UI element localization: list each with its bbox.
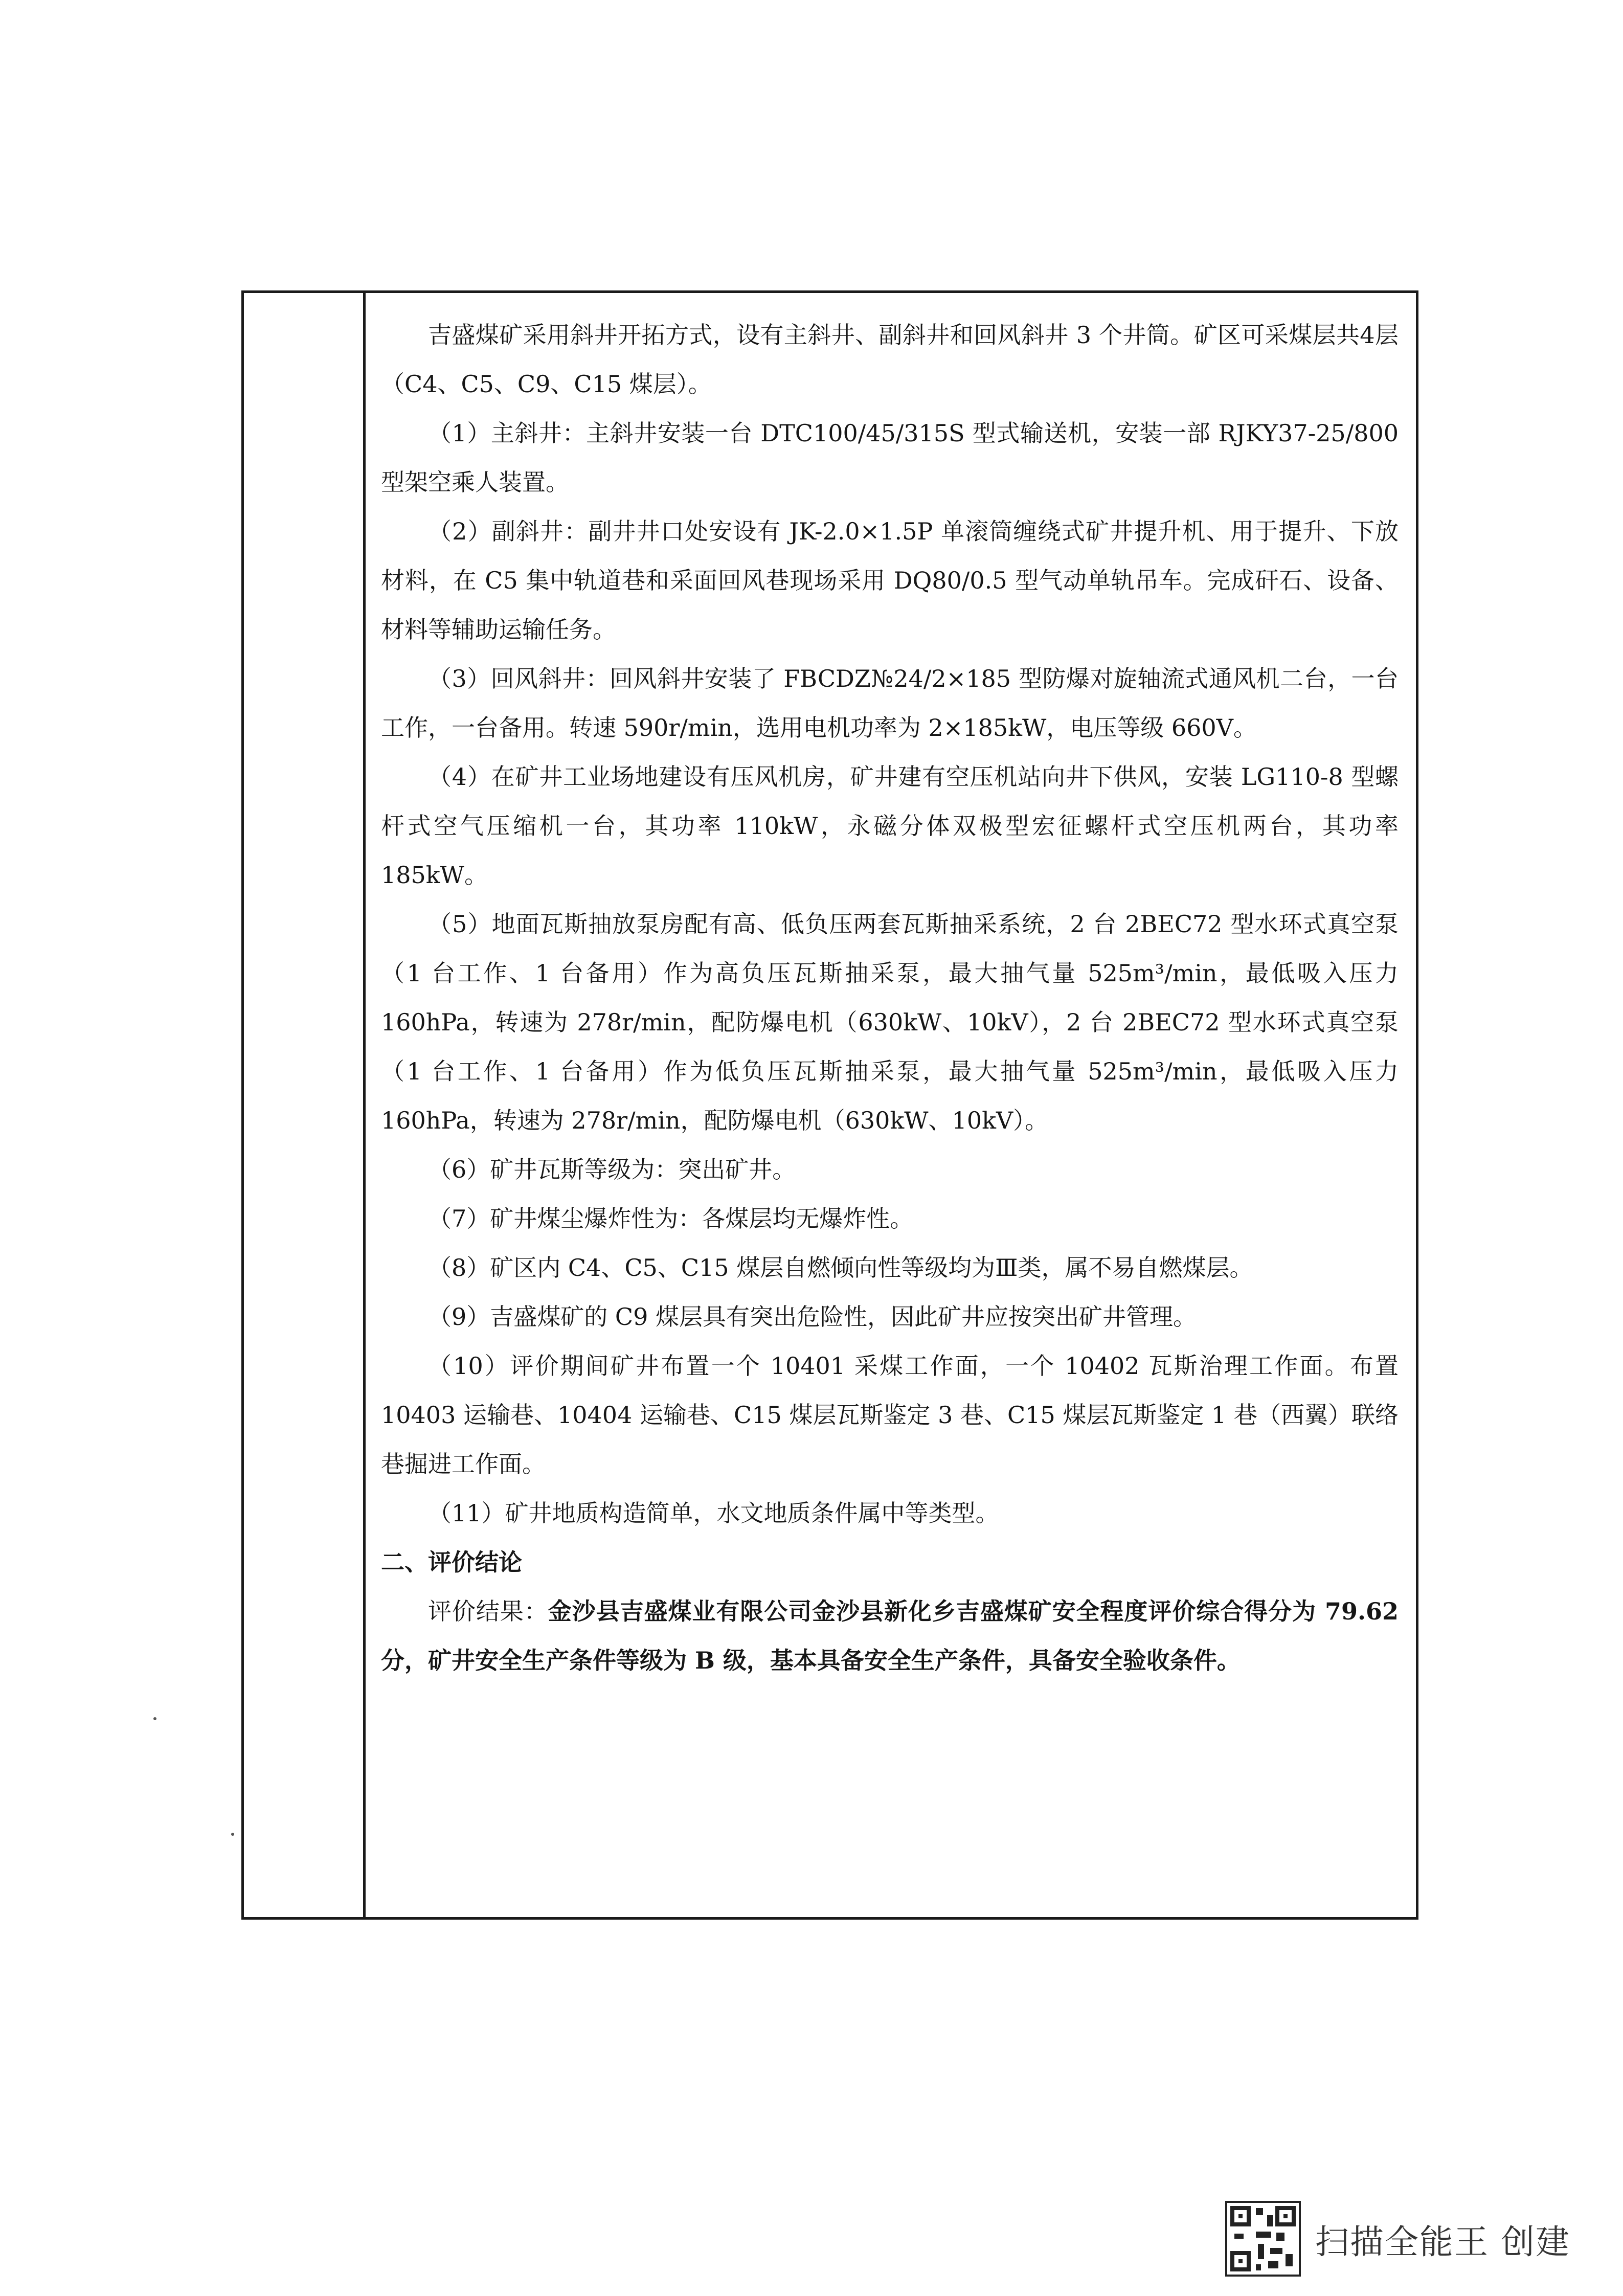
result-text: 金沙县吉盛煤业有限公司金沙县新化乡吉盛煤矿安全程度评价综合得分为 79.62 分，矿井安全生产条件等级为 B 级，基本具备安全生产条件，具备安全验收条件。: [381, 1597, 1399, 1674]
item-3: （3）回风斜井：回风斜井安装了 FBCDZ№24/2×185 型防爆对旋轴流式通风机二台，一台工作，一台备用。转速 590r/min，选用电机功率为 2×185kW，电压等级 660V。: [381, 665, 1399, 741]
scanner-watermark: [1225, 2198, 1570, 2280]
item-4: （4）在矿井工业场地建设有压风机房，矿井建有空压机站向井下供风，安装 LG110-8 型螺杆式空气压缩机一台，其功率 110kW，永磁分体双极型宏征螺杆式空压机两台，其功率 185kW。: [381, 763, 1399, 889]
item-1: （1）主斜井：主斜井安装一台 DTC100/45/315S 型式输送机，安装一部 RJKY37-25/800 型架空乘人装置。: [381, 419, 1399, 496]
item-10: （10）评价期间矿井布置一个 10401 采煤工作面，一个 10402 瓦斯治理工作面。布置 10403 运输巷、10404 运输巷、C15 煤层瓦斯鉴定 3 巷、C15 煤层瓦斯鉴定 1 巷（西翼）联络巷掘进工作面。: [381, 1352, 1399, 1478]
qr-code-icon: [1225, 2201, 1301, 2277]
evaluation-result-paragraph: [381, 1587, 1399, 1685]
evaluation-table: [241, 290, 1418, 1920]
item-7: （7）矿井煤尘爆炸性为：各煤层均无爆炸性。: [428, 1205, 914, 1232]
watermark-text: 扫描全能王 创建: [1315, 2222, 1570, 2262]
result-label: 评价结果：: [428, 1597, 548, 1625]
item-11: （11）矿井地质构造简单，水文地质条件属中等类型。: [428, 1499, 999, 1527]
item-9: （9）吉盛煤矿的 C9 煤层具有突出危险性，因此矿井应按突出矿井管理。: [428, 1303, 1197, 1331]
scan-speck: [153, 1717, 156, 1720]
table-content-cell: [381, 310, 1399, 1685]
item-5: （5）地面瓦斯抽放泵房配有高、低负压两套瓦斯抽采系统，2 台 2BEC72 型水环式真空泵（1 台工作、1 台备用）作为高负压瓦斯抽采泵，最大抽气量 525m³/min，最低吸入压力 160hPa，转速为 278r/min，配防爆电机（630kW、10kV），2 台 2BEC72 型水环式真空泵（1 台工作、1 台备用）作为低负压瓦斯抽采泵，最大抽气量 525m³/min，最低吸入压力 160hPa，转速为 278r/min，配防爆电机（630kW、10kV）。: [381, 910, 1399, 1134]
scan-speck: [231, 1833, 234, 1836]
item-6: （6）矿井瓦斯等级为：突出矿井。: [428, 1156, 796, 1183]
section-heading-conclusion: 二、评价结论: [381, 1548, 522, 1576]
table-label-column: [244, 293, 366, 1917]
item-8: （8）矿区内 C4、C5、C15 煤层自燃倾向性等级均为Ⅲ类，属不易自燃煤层。: [428, 1254, 1253, 1281]
intro-paragraph: 吉盛煤矿采用斜井开拓方式，设有主斜井、副斜井和回风斜井 3 个井筒。矿区可采煤层共4层（C4、C5、C9、C15 煤层）。: [381, 321, 1399, 398]
item-2: （2）副斜井：副井井口处安设有 JK-2.0×1.5P 单滚筒缠绕式矿井提升机、用于提升、下放材料，在 C5 集中轨道巷和采面回风巷现场采用 DQ80/0.5 型气动单轨吊车。完成矸石、设备、材料等辅助运输任务。: [381, 517, 1399, 643]
